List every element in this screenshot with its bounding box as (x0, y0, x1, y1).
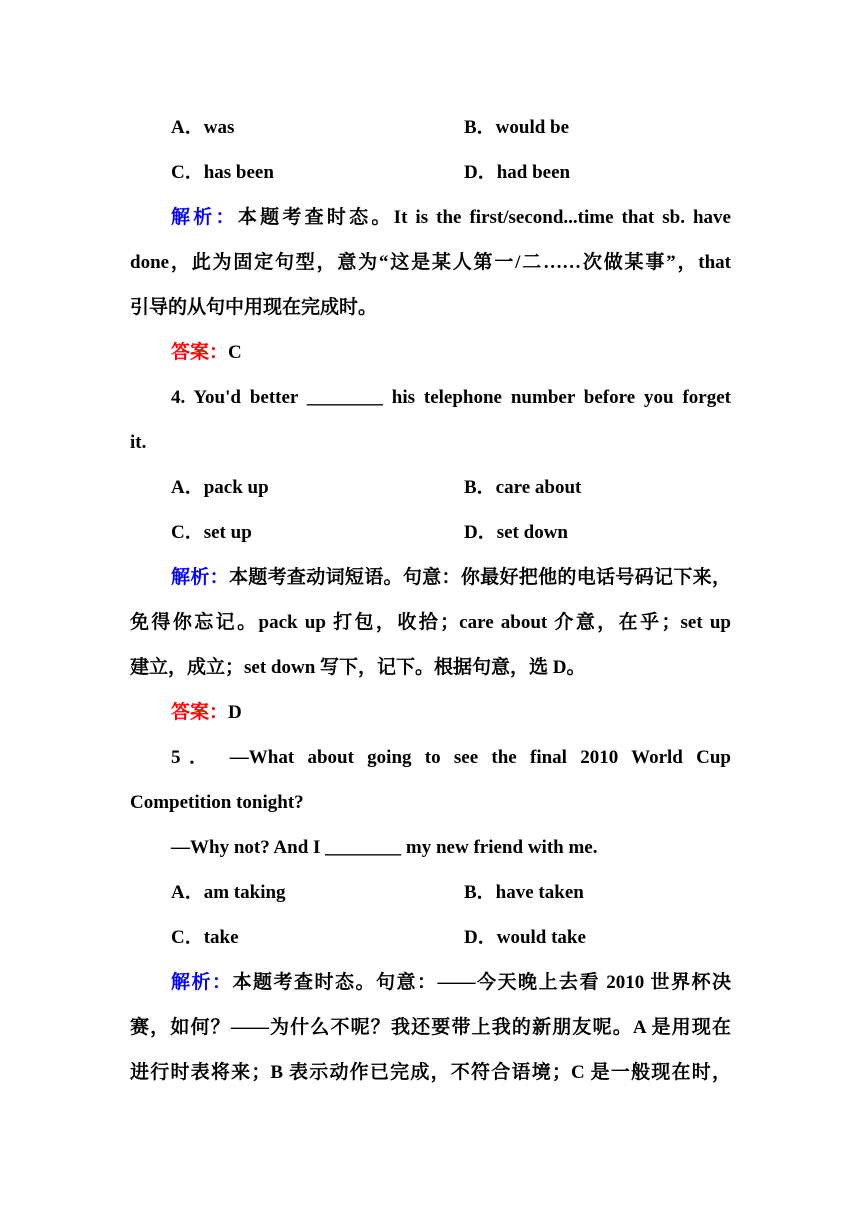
q3-analysis-label: 解析： (171, 207, 238, 228)
q5-analysis-label: 解析： (171, 972, 233, 993)
q3-option-d: D．had been (464, 162, 571, 183)
q5-option-c: C．take (171, 927, 239, 948)
q4-analysis-line-1: 解析：本题考查动词短语。句意：你最好把他的电话号码记下来， (171, 567, 731, 588)
q3-analysis-line-3: 引导的从句中用现在完成时。 (130, 297, 378, 318)
q4-answer: 答案：D (171, 702, 242, 723)
q4-option-a: A．pack up (171, 477, 269, 498)
q4-option-b: B．care about (464, 477, 582, 498)
q4-analysis-line-2: 免得你忘记。pack up 打包，收拾；care about 介意，在乎；set up (130, 612, 731, 633)
q4-analysis-label: 解析： (171, 567, 229, 588)
q3-option-b: B．would be (464, 117, 570, 138)
q3-answer-label: 答案： (171, 342, 229, 363)
q5-analysis-line-1: 解析：本题考查时态。句意：——今天晚上去看 2010 世界杯决 (171, 972, 731, 993)
q5-question-line-1: 5． —What about going to see the final 2010 World Cup (171, 747, 731, 768)
q5-option-a: A．am taking (171, 882, 286, 903)
q3-option-c: C．has been (171, 162, 274, 183)
q5-option-b: B．have taken (464, 882, 584, 903)
q3-option-a: A．was (171, 117, 235, 138)
q3-analysis-line-2: done，此为固定句型，意为“这是某人第一/二……次做某事”，that (130, 252, 731, 273)
q3-answer: 答案：C (171, 342, 242, 363)
q5-option-d: D．would take (464, 927, 586, 948)
q4-option-c: C．set up (171, 522, 252, 543)
q5-analysis-line-3: 进行时表将来；B 表示动作已完成，不符合语境；C 是一般现在时， (130, 1062, 731, 1083)
q4-question-line-2: it. (130, 432, 147, 453)
q5-question-line-2: Competition tonight? (130, 792, 304, 813)
q3-analysis-line-1: 解析：本题考查时态。It is the first/second...time that sb. have (171, 207, 731, 228)
q4-answer-label: 答案： (171, 702, 229, 723)
q4-question-line-1: 4. You'd better ________ his telephone number before you forget (171, 387, 731, 408)
q5-analysis-line-2: 赛，如何？——为什么不呢？我还要带上我的新朋友呢。A 是用现在 (130, 1017, 731, 1038)
q4-option-d: D．set down (464, 522, 568, 543)
q5-question-line-3: —Why not? And I ________ my new friend with me. (171, 837, 598, 858)
q4-analysis-line-3: 建立，成立；set down 写下，记下。根据句意，选 D。 (130, 657, 586, 678)
